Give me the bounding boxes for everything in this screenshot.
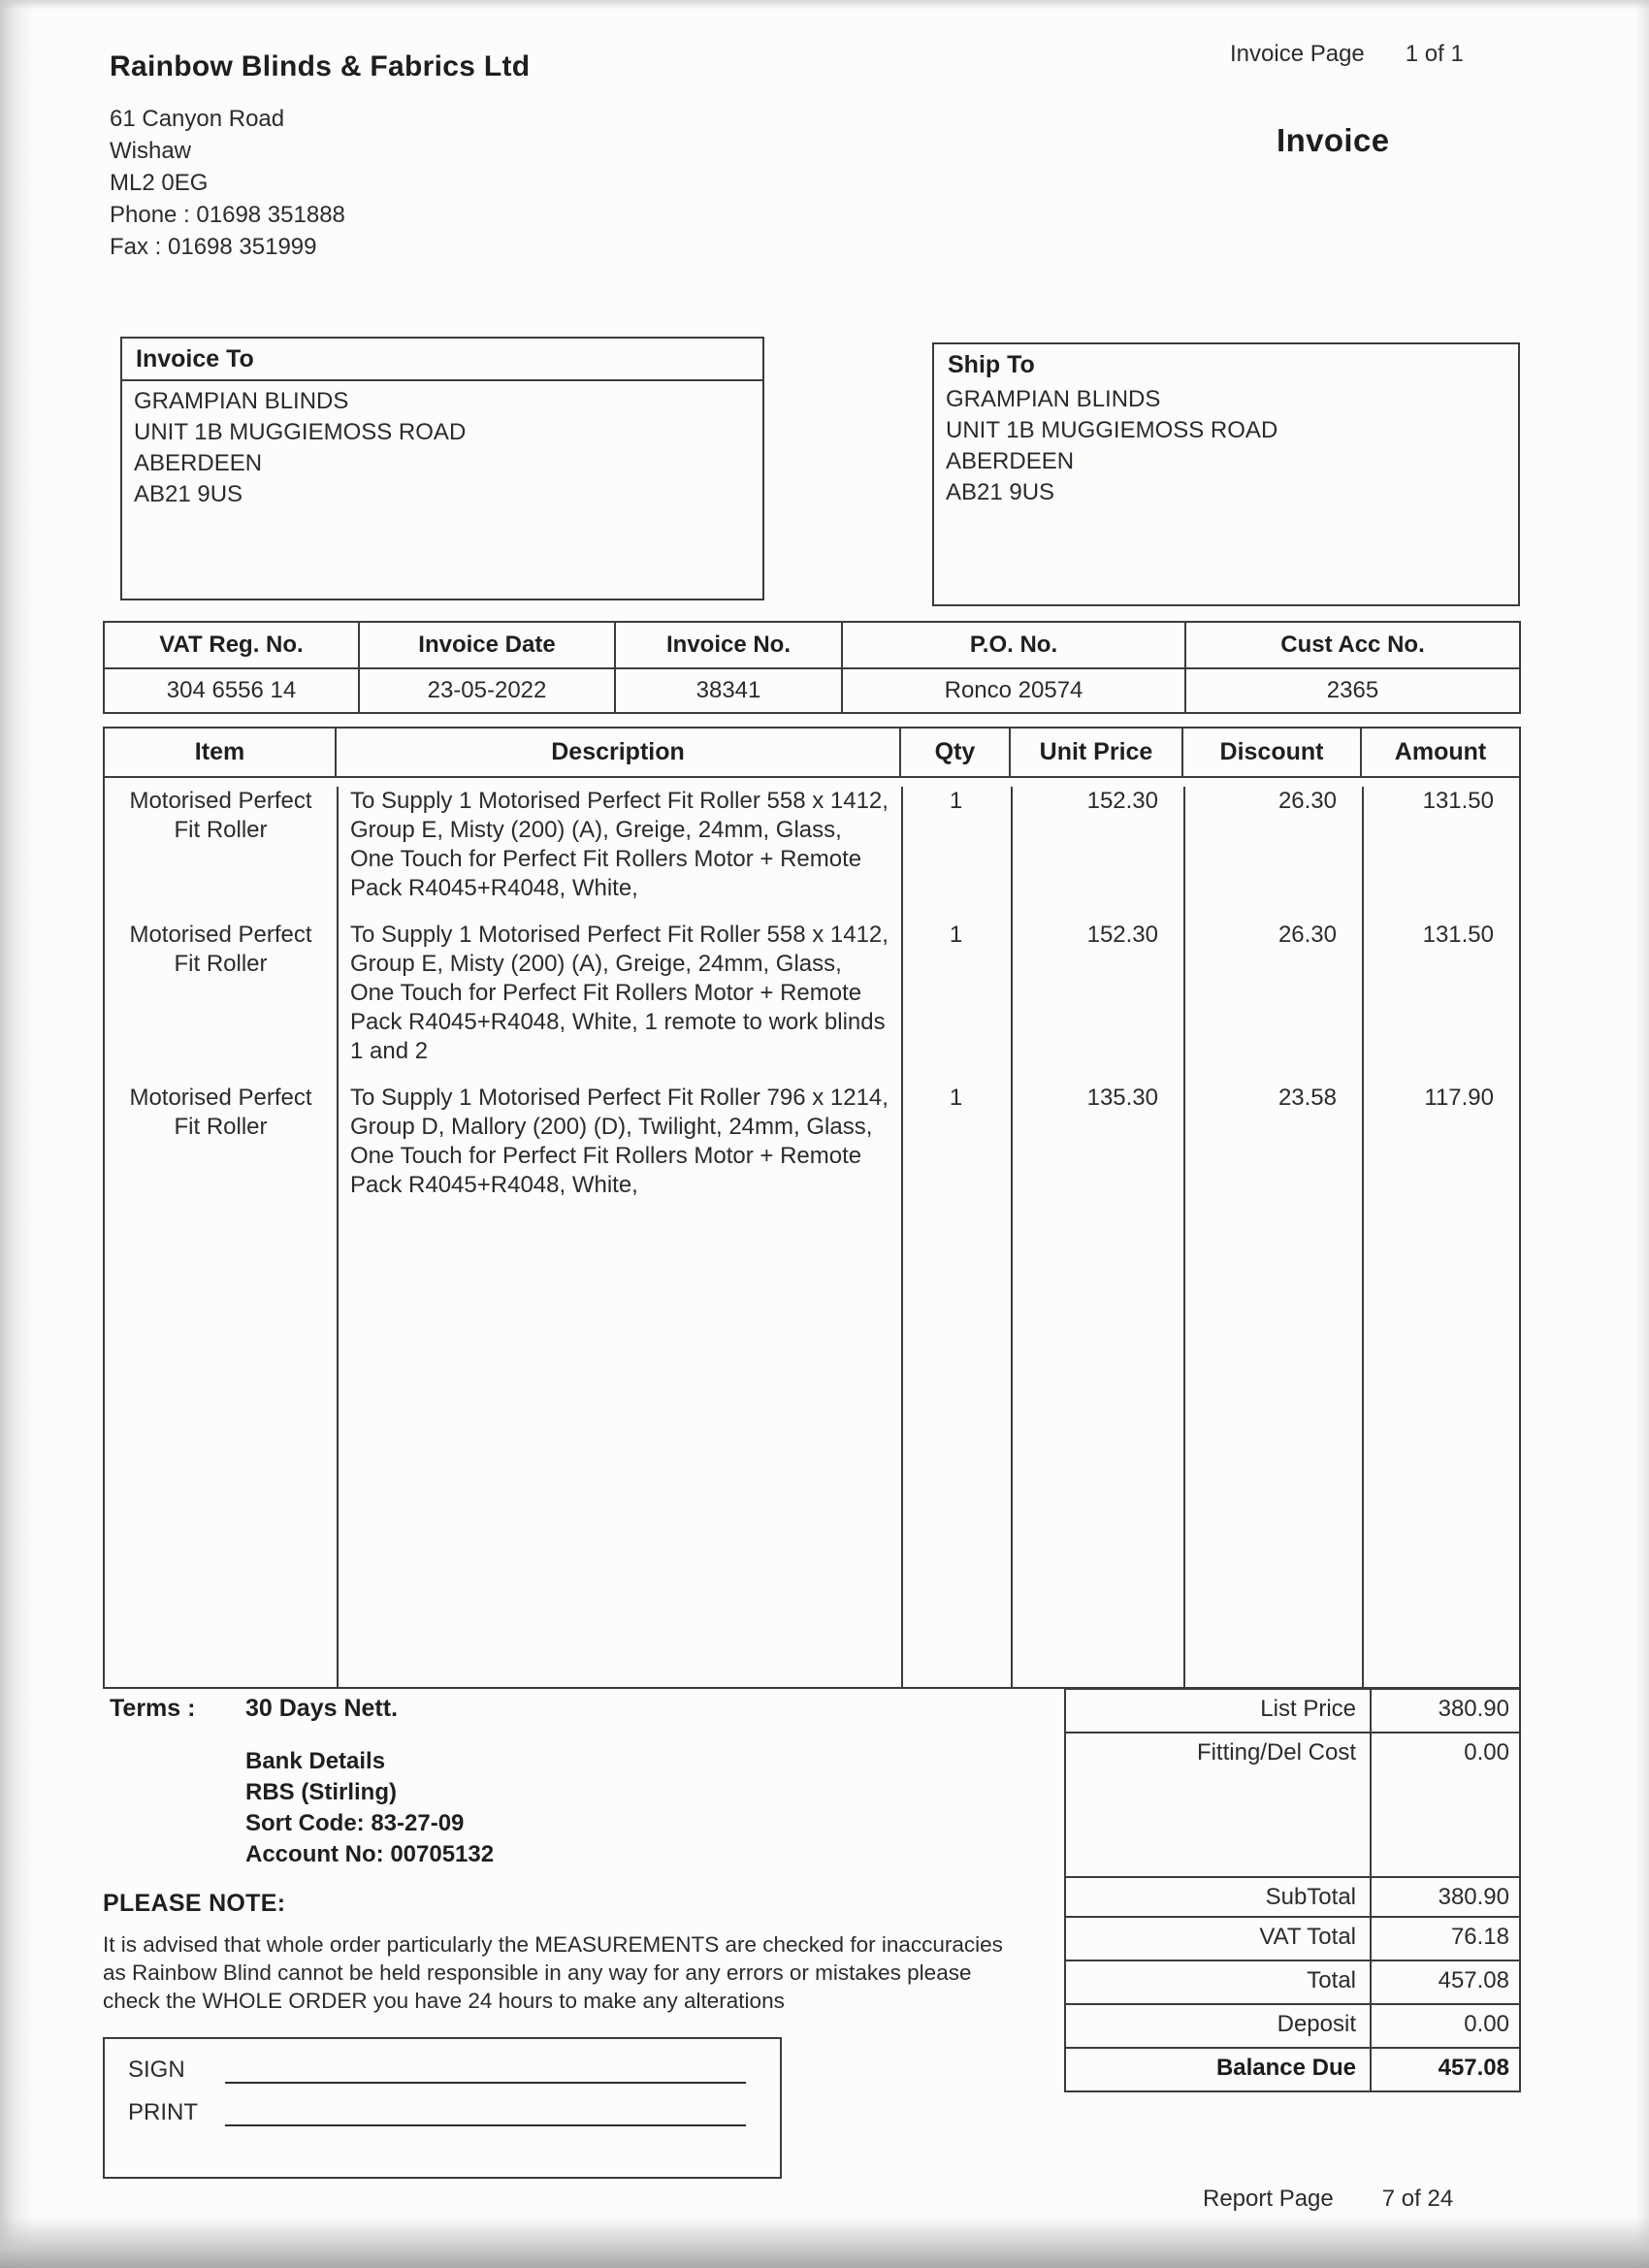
company-address-line: ML2 0EG <box>110 170 209 196</box>
meta-header-po-no: P.O. No. <box>843 623 1186 669</box>
totals-label: Balance Due <box>1066 2049 1372 2090</box>
meta-header-vat: VAT Reg. No. <box>105 623 360 669</box>
scan-edge-left <box>0 0 33 2268</box>
document-title: Invoice <box>1277 122 1390 158</box>
meta-header-invoice-no: Invoice No. <box>616 623 843 669</box>
item-unit-price: 152.30 <box>1086 922 1158 948</box>
column-divider <box>1011 787 1013 1687</box>
table-row <box>105 921 1519 1066</box>
items-header-item: Item <box>105 729 337 776</box>
item-discount: 26.30 <box>1277 922 1337 948</box>
totals-label: Total <box>1066 1961 1372 2003</box>
item-discount: 26.30 <box>1277 788 1337 814</box>
company-fax: Fax : 01698 351999 <box>110 234 317 260</box>
item-unit-price: 152.30 <box>1086 788 1158 814</box>
items-header-discount: Discount <box>1183 729 1362 776</box>
ship-to-box <box>932 342 1520 606</box>
invoice-to-box <box>120 337 764 600</box>
item-name: Motorised Perfect Fit Roller <box>129 788 312 843</box>
ship-to-label: Ship To <box>948 351 1035 378</box>
totals-value: 457.08 <box>1438 1967 1509 1993</box>
totals-value: 457.08 <box>1438 2055 1509 2081</box>
meta-value-invoice-no: 38341 <box>616 669 843 712</box>
sign-line <box>225 2057 746 2084</box>
invoice-to-address <box>122 381 762 515</box>
meta-header-cust-acc: Cust Acc No. <box>1186 623 1519 669</box>
totals-row-list-price <box>1066 1690 1519 1733</box>
invoice-to-line: AB21 9US <box>134 481 243 507</box>
ship-to-line: ABERDEEN <box>946 448 1075 474</box>
ship-to-line: AB21 9US <box>946 479 1055 505</box>
invoice-to-line: ABERDEEN <box>134 450 263 476</box>
ship-to-address <box>934 379 1518 513</box>
item-qty: 1 <box>949 788 963 814</box>
print-row <box>128 2099 757 2126</box>
item-qty: 1 <box>949 922 963 948</box>
item-unit-price: 135.30 <box>1086 1085 1158 1111</box>
sign-label: SIGN <box>128 2057 185 2083</box>
bank-details <box>245 1746 494 1870</box>
line-items-table <box>103 727 1521 1689</box>
meta-value-cust-acc: 2365 <box>1326 677 1379 703</box>
table-row <box>105 1084 1519 1200</box>
report-page-indicator <box>1203 2186 1453 2213</box>
totals-label: SubTotal <box>1066 1878 1372 1916</box>
invoice-meta-table <box>103 621 1521 714</box>
totals-label: VAT Total <box>1066 1918 1372 1960</box>
invoice-to-line: UNIT 1B MUGGIEMOSS ROAD <box>134 419 467 445</box>
invoice-to-label: Invoice To <box>122 339 762 381</box>
invoice-page-label: Invoice Page <box>1230 41 1365 67</box>
invoice-to-line: GRAMPIAN BLINDS <box>134 388 349 414</box>
totals-value: 380.90 <box>1438 1696 1509 1722</box>
company-address-line: Wishaw <box>110 138 192 164</box>
bank-details-heading: Bank Details <box>245 1748 386 1774</box>
ship-to-line: UNIT 1B MUGGIEMOSS ROAD <box>946 417 1278 443</box>
totals-row-balance-due <box>1066 2049 1519 2090</box>
meta-header-row <box>105 623 1519 669</box>
company-name: Rainbow Blinds & Fabrics Ltd <box>110 50 531 82</box>
invoice-page-value: 1 of 1 <box>1405 41 1464 67</box>
totals-row-vat-total <box>1066 1918 1519 1961</box>
item-description: To Supply 1 Motorised Perfect Fit Roller 558 x 1412, Group E, Misty (200) (A), Greige, 24mm, Glass, One Touch for Perfect Fit Rollers Motor + Remote Pack R4045+R4048, White, 1 remote to work blinds 1 and 2 <box>350 922 889 1064</box>
scan-edge-right <box>1635 0 1649 2268</box>
meta-value-vat: 304 6556 14 <box>105 669 360 712</box>
report-page-value: 7 of 24 <box>1381 2186 1454 2212</box>
item-description: To Supply 1 Motorised Perfect Fit Roller 796 x 1214, Group D, Mallory (200) (D), Twilight, 24mm, Glass, One Touch for Perfect Fit Rollers Motor + Remote Pack R4045+R4048, White, <box>350 1085 889 1198</box>
signature-box <box>103 2037 782 2179</box>
column-divider <box>901 787 903 1687</box>
item-discount: 23.58 <box>1277 1085 1337 1111</box>
items-header-description: Description <box>337 729 901 776</box>
invoice-page-indicator <box>1230 41 1464 68</box>
items-header-row <box>105 729 1519 778</box>
terms-value: 30 Days Nett. <box>245 1695 399 1722</box>
scan-edge-top <box>0 0 1649 10</box>
totals-row-deposit <box>1066 2005 1519 2049</box>
meta-value-po-no: Ronco 20574 <box>843 669 1186 712</box>
totals-label: List Price <box>1066 1690 1372 1732</box>
bank-name: RBS (Stirling) <box>245 1779 397 1805</box>
item-description: To Supply 1 Motorised Perfect Fit Roller 558 x 1412, Group E, Misty (200) (A), Greige, 24mm, Glass, One Touch for Perfect Fit Rollers Motor + Remote Pack R4045+R4048, White, <box>350 788 889 901</box>
totals-label: Deposit <box>1066 2005 1372 2047</box>
item-qty: 1 <box>949 1085 963 1111</box>
item-amount: 131.50 <box>1422 788 1494 814</box>
totals-row-total <box>1066 1961 1519 2005</box>
totals-value: 380.90 <box>1438 1884 1509 1910</box>
items-header-amount: Amount <box>1394 738 1487 765</box>
company-address <box>110 103 345 263</box>
items-header-qty: Qty <box>901 729 1011 776</box>
totals-value: 0.00 <box>1464 1739 1509 1766</box>
table-row <box>105 787 1519 903</box>
bank-sort-code: Sort Code: 83-27-09 <box>245 1810 465 1836</box>
totals-value: 76.18 <box>1450 1924 1509 1950</box>
meta-value-date: 23-05-2022 <box>360 669 616 712</box>
item-amount: 131.50 <box>1422 922 1494 948</box>
items-body <box>105 787 1519 1687</box>
item-name: Motorised Perfect Fit Roller <box>129 922 312 977</box>
terms-label: Terms : <box>110 1695 196 1722</box>
please-note-heading: PLEASE NOTE: <box>103 1890 286 1917</box>
scan-edge-bottom <box>0 2218 1649 2268</box>
totals-row-subtotal <box>1066 1878 1519 1918</box>
column-divider <box>337 787 339 1687</box>
totals-table <box>1064 1688 1521 2092</box>
sign-row <box>128 2057 757 2084</box>
items-header-unit-price: Unit Price <box>1011 729 1183 776</box>
company-phone: Phone : 01698 351888 <box>110 202 345 228</box>
ship-to-line: GRAMPIAN BLINDS <box>946 386 1161 412</box>
print-line <box>225 2099 746 2126</box>
report-page-label: Report Page <box>1203 2186 1334 2212</box>
bank-account-no: Account No: 00705132 <box>245 1841 495 1867</box>
print-label: PRINT <box>128 2099 198 2125</box>
meta-value-row <box>105 669 1519 712</box>
column-divider <box>1183 787 1185 1687</box>
meta-header-date: Invoice Date <box>360 623 616 669</box>
totals-value: 0.00 <box>1464 2011 1509 2037</box>
company-address-line: 61 Canyon Road <box>110 106 285 132</box>
column-divider <box>1362 787 1364 1687</box>
please-note-body: It is advised that whole order particularly the MEASUREMENTS are checked for inaccuracies as Rainbow Blind cannot be held responsible in any way for any errors or mistakes please check the WHOLE ORDER you have 24 hours to make any alterations <box>103 1932 1003 2013</box>
item-name: Motorised Perfect Fit Roller <box>129 1085 312 1140</box>
totals-label: Fitting/Del Cost <box>1066 1733 1372 1876</box>
totals-row-fitting-del-cost <box>1066 1733 1519 1878</box>
item-amount: 117.90 <box>1424 1085 1494 1111</box>
